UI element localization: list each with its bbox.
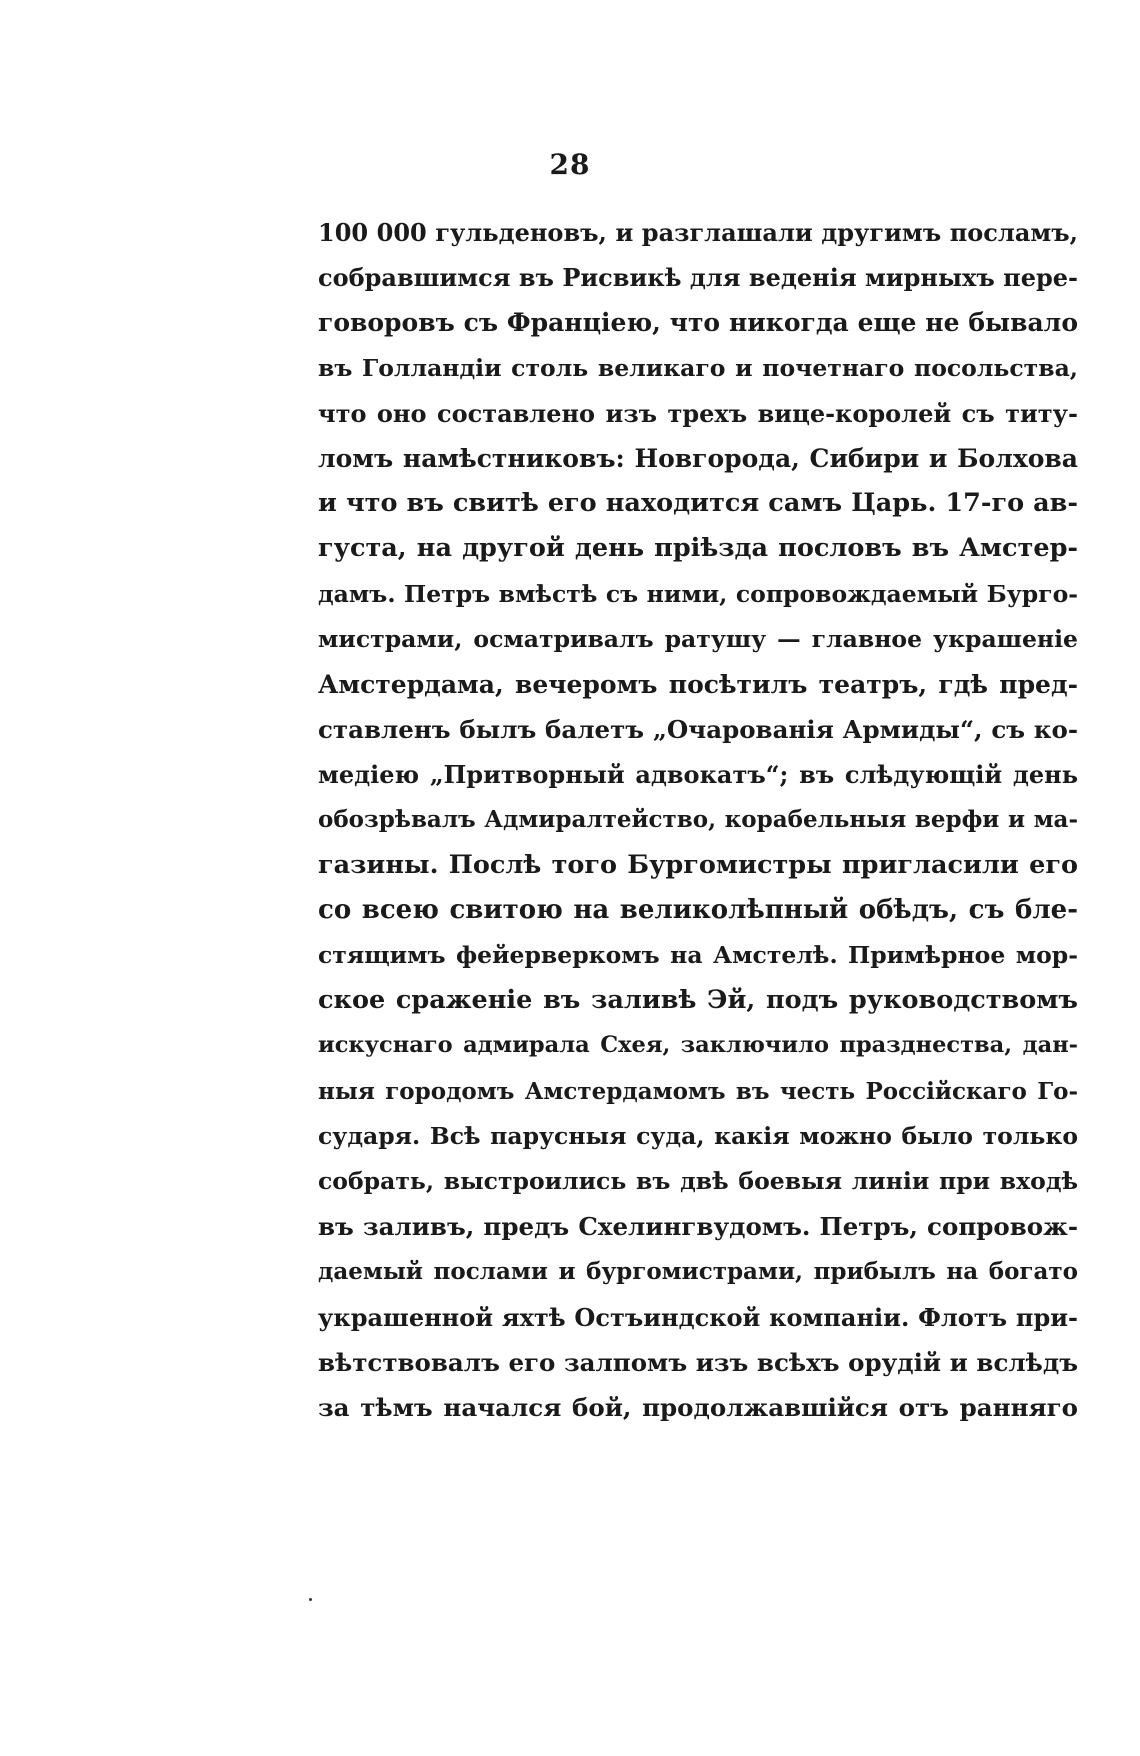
text-line: вѣтствовалъ его залпомъ изъ всѣхъ орудій и вслѣдъ <box>318 1347 1078 1377</box>
text-line: говоровъ съ Франціею, что никогда еще не бывало <box>318 308 1078 338</box>
text-line: стящимъ фейерверкомъ на Амстелѣ. Примѣрное мор- <box>318 941 1078 969</box>
text-line: украшенной яхтѣ Остъиндской компаніи. Флотъ при- <box>318 1302 1078 1332</box>
text-line: ставленъ былъ балетъ „Очарованія Армиды“, съ ко- <box>318 715 1078 745</box>
text-line: 100 000 гульденовъ, и разглашали другимъ посламъ, <box>318 218 1078 247</box>
text-line: даемый послами и бургомистрами, прибылъ на богато <box>318 1258 1078 1286</box>
text-line: газины. Послѣ того Бургомистры пригласили его <box>318 849 1078 880</box>
text-line: ныя городомъ Амстердамомъ въ честь Россійскаго Го- <box>318 1077 1078 1105</box>
text-line: Амстердама, вечеромъ посѣтилъ театръ, гдѣ пред- <box>318 669 1078 699</box>
text-line: густа, на другой день пріѣзда пословъ въ Амстер- <box>318 533 1078 564</box>
text-line: ское сраженіе въ заливѣ Эй, подъ руководствомъ <box>318 985 1078 1016</box>
text-line: мистрами, осматривалъ ратушу — главное украшеніе <box>318 624 1078 653</box>
text-line: медіею „Притворный адвокатъ“; въ слѣдующій день <box>318 760 1078 790</box>
text-line: со всею свитою на великолѣпный обѣдъ, съ бле- <box>318 894 1078 925</box>
text-line: обозрѣвалъ Адмиралтейство, корабельныя верфи и ма- <box>318 806 1078 834</box>
text-line: ломъ намѣстниковъ: Новгорода, Сибири и Болхова <box>318 443 1078 473</box>
text-line: въ заливъ, предъ Схелингвудомъ. Петръ, сопровож- <box>318 1212 1078 1242</box>
text-line: собравшимся въ Рисвикѣ для веденія мирныхъ пере- <box>318 263 1078 293</box>
text-line: собрать, выстроились въ двѣ боевыя линіи при входѣ <box>318 1166 1078 1195</box>
text-line: въ Голландіи столь великаго и почетнаго посольства, <box>318 353 1078 382</box>
page-number: 28 <box>549 148 591 181</box>
text-line: сударя. Всѣ парусныя суда, какія можно было только <box>318 1121 1078 1150</box>
body-text <box>318 210 1078 1430</box>
text-line: искуснаго адмирала Схея, заключило празднества, дан- <box>318 1032 1078 1059</box>
text-line: за тѣмъ начался бой, продолжавшійся отъ ранняго <box>318 1392 1078 1422</box>
text-line: что оно составлено изъ трехъ вице-королей съ титу- <box>318 398 1078 428</box>
text-line: и что въ свитѣ его находится самъ Царь. 17-го ав- <box>318 488 1078 519</box>
ink-speck <box>309 1598 312 1601</box>
text-line: дамъ. Петръ вмѣстѣ съ ними, сопровождаемый Бурго- <box>318 579 1078 608</box>
